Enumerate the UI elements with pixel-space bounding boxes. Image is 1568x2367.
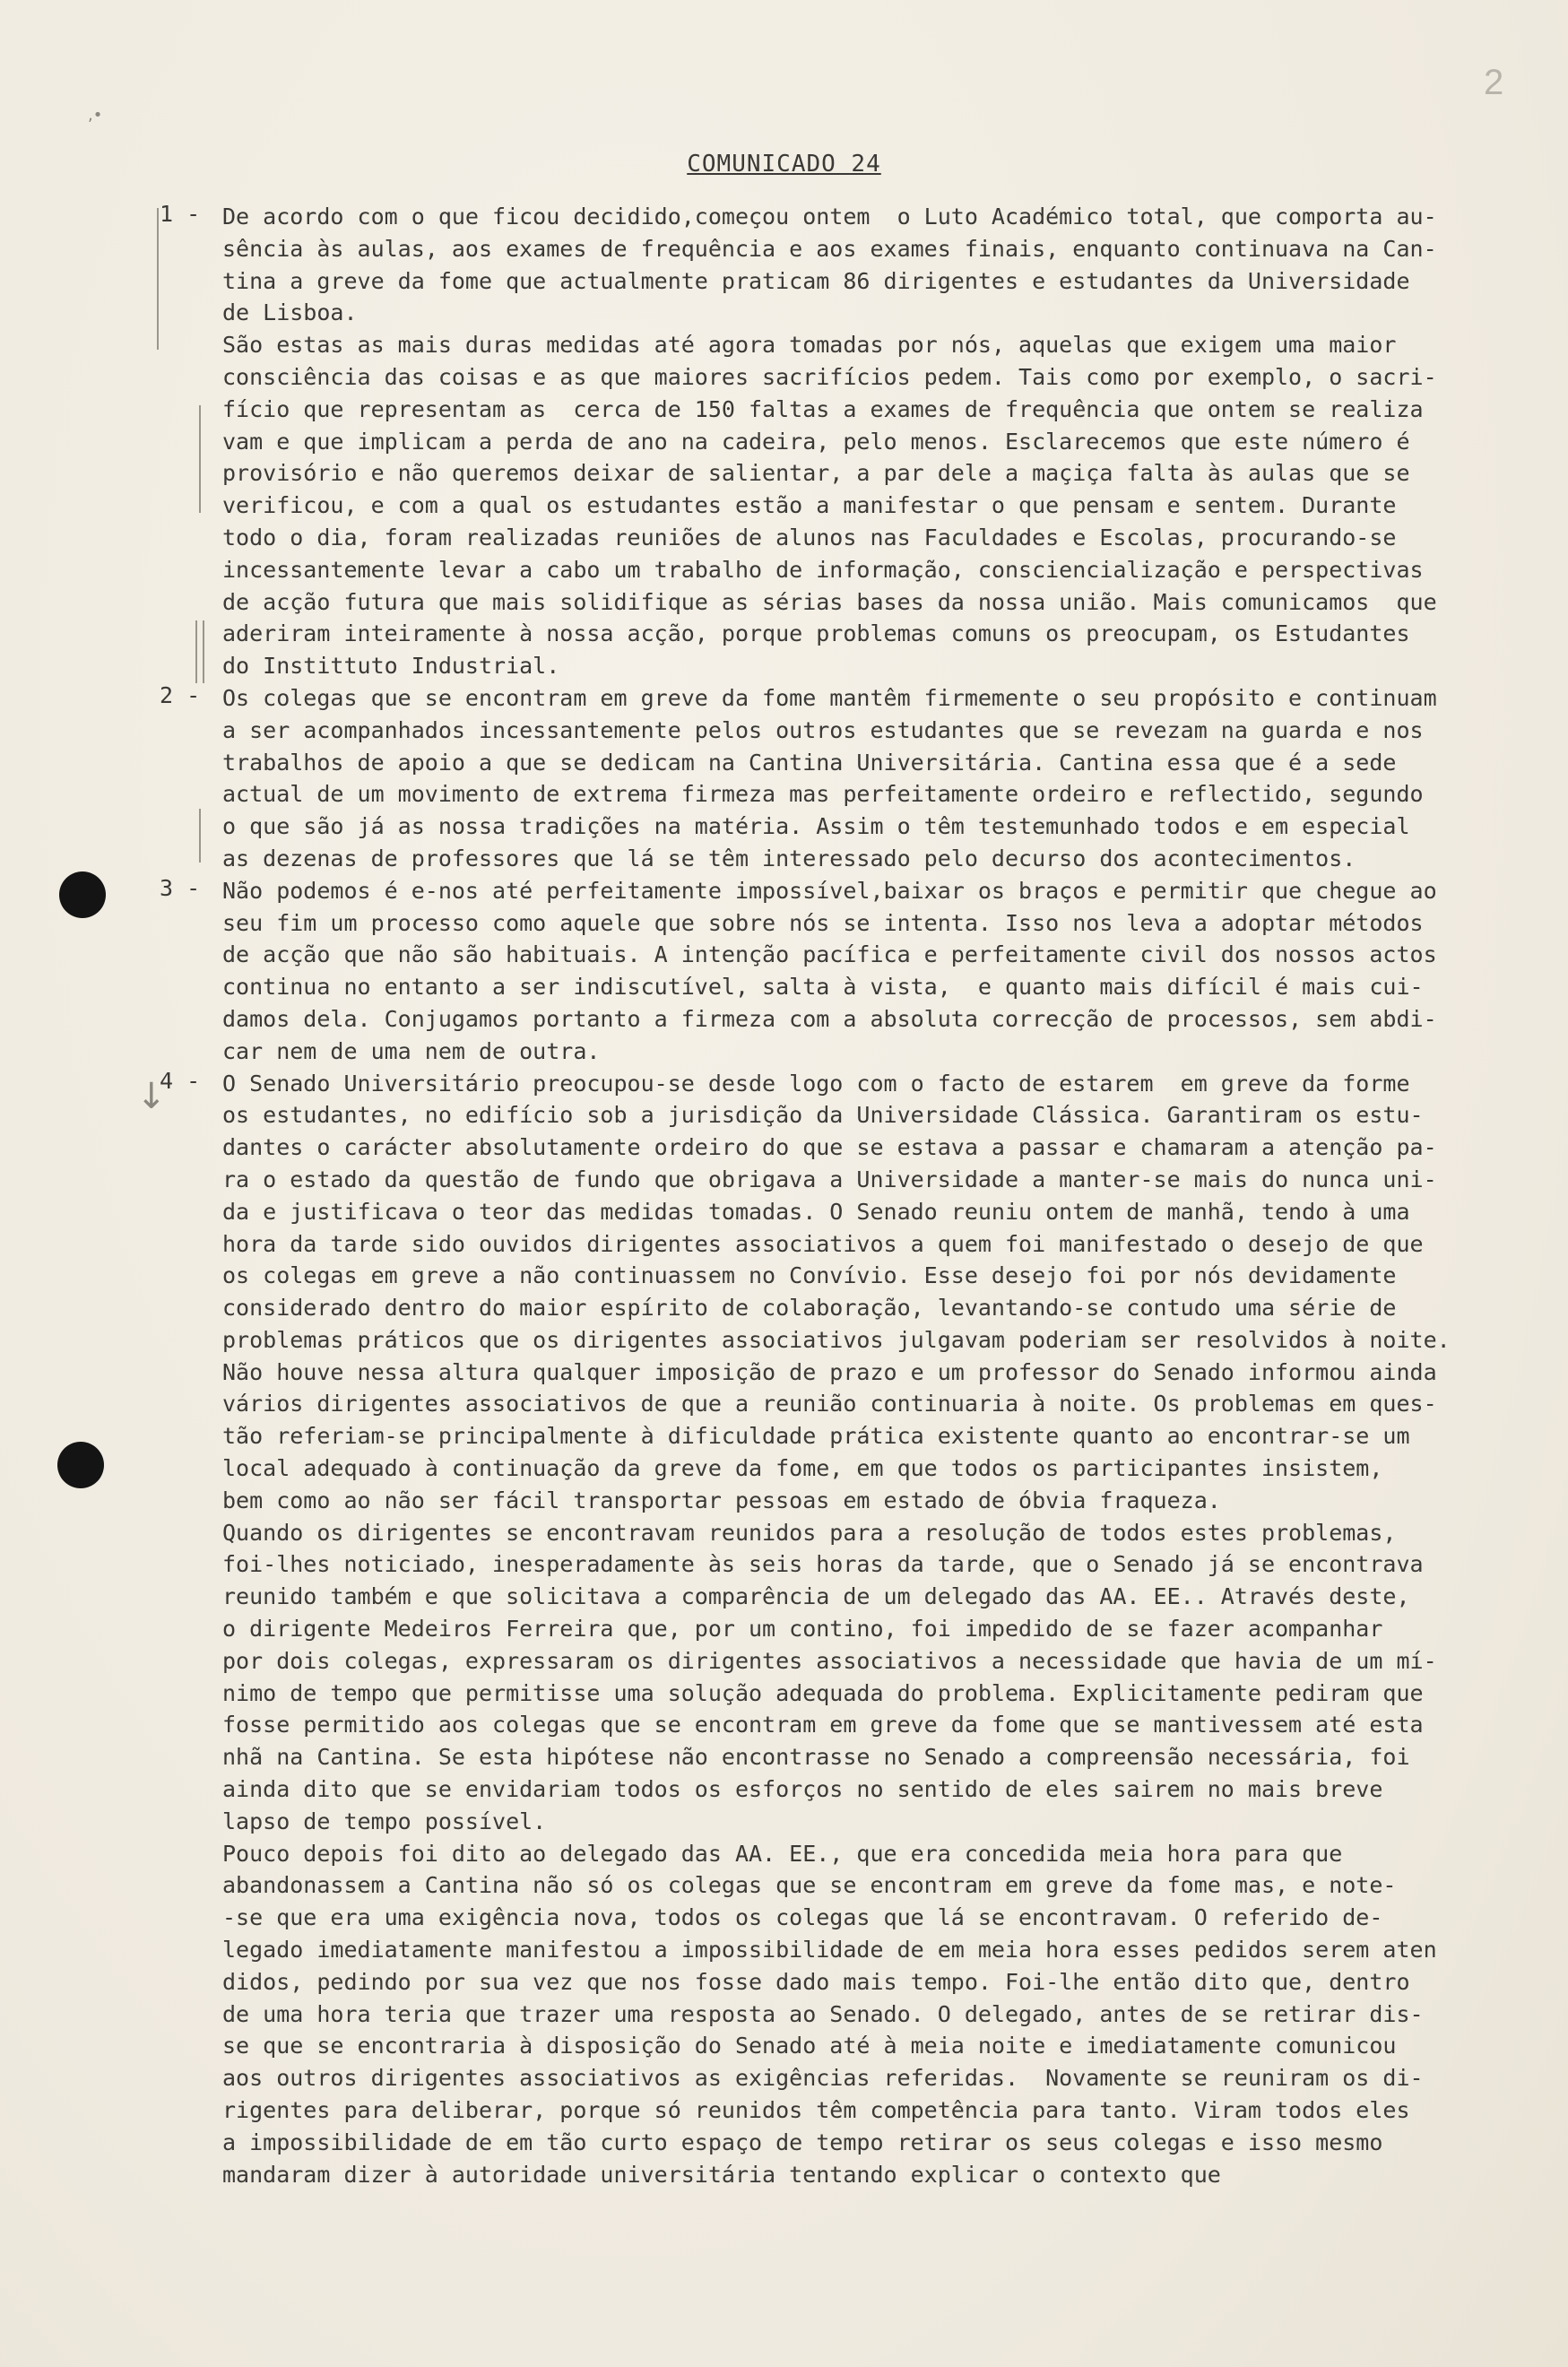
item-number: 1 - [160, 201, 201, 227]
numbered-item-3 [160, 875, 1504, 1068]
numbered-item-2 [160, 682, 1504, 875]
punch-hole [57, 1442, 104, 1488]
item-number: 3 - [160, 874, 201, 901]
punch-hole [59, 871, 106, 918]
item-number: 2 - [160, 681, 201, 708]
item-paragraph: O Senado Universitário preocupou-se desde logo com o facto de estarem em greve da forme os estudantes, no edifício sob a jurisdição da Universidade Clássica. Garantiram os estu- dantes o carácter absolutamente ordeiro do que se estava a passar e chamaram a atenção pa- ra o estado da questão de fundo que obrigava a Universidade a manter-se mais do nunca uni- da e justificava o teor das medidas tomadas. O Senado reuniu ontem de manhã, tendo à uma hora da tarde sido ouvidos dirigentes associativos a quem foi manifestado o desejo de que os colegas em greve a não continuassem no Convívio. Esse desejo foi por nós devidamente considerado dentro do maior espírito de colaboração, levantando-se contudo uma série de problemas práticos que os dirigentes associativos julgavam poderiam ser resolvidos à noite. Não houve nessa altura qualquer imposição de prazo e um professor do Senado informou ainda vários dirigentes associativos de que a reunião continuaria à noite. Os problemas em ques- tão referiam-se principalmente à dificuldade prática existente quanto ao encontrar-se um local adequado à continuação da greve da fome, em que todos os participantes insistem, bem como ao não ser fácil transportar pessoas em estado de óbvia fraqueza. Quando os dirigentes se encontravam reunidos para a resolução de todos estes problemas, foi-lhes noticiado, inesperadamente às seis horas da tarde, que o Senado já se encontrava reunido também e que solicitava a comparência de um delegado das AA. EE.. Através deste, o dirigente Medeiros Ferreira que, por um contino, foi impedido de se fazer acompanhar por dois colegas, expressaram os dirigentes associativos a necessidade que havia de um mí- nimo de tempo que permitisse uma solução adequada do problema. Explicitamente pediram que fosse permitido aos colegas que se encontram em greve da fome que se mantivessem até esta nhã na Cantina. Se esta hipótese não encontrasse no Senado a compreensão necessária, foi ainda dito que se envidariam todos os esforços no sentido de eles sairem no mais breve lapso de tempo possível. Pouco depois foi dito ao delegado das AA. EE., que era concedida meia hora para que abandonassem a Cantina não só os colegas que se encontram em greve da fome mas, e note- -se que era uma exigência nova, todos os colegas que lá se encontravam. O referido de- legado imediatamente manifestou a impossibilidade de em meia hora esses pedidos serem aten didos, pedindo por sua vez que nos fosse dado mais tempo. Foi-lhe então dito que, dentro de uma hora teria que trazer uma resposta ao Senado. O delegado, antes de se retirar dis- se que se encontraria à disposição do Senado até à meia noite e imediatamente comunicou aos outros dirigentes associativos as exigências referidas. Novamente se reuniram os di- rigentes para deliberar, porque só reunidos têm competência para tanto. Viram todos eles a impossibilidade de em tão curto espaço de tempo retirar os seus colegas e isso mesmo mandaram dizer à autoridade universitária tentando explicar o contexto que [222, 1070, 1451, 2188]
numbered-item-4 [160, 1068, 1504, 2191]
item-paragraph: Não podemos é e-nos até perfeitamente impossível,baixar os braços e permitir que chegue ao seu fim um processo como aquele que sobre nós se intenta. Isso nos leva a adoptar métodos de acção que não são habituais. A intenção pacífica e perfeitamente civil dos nossos actos continua no entanto a ser indiscutível, salta à vista, e quanto mais difícil é mais cui- damos dela. Conjugamos portanto a firmeza com a absoluta correcção de processos, sem abdi- car nem de uma nem de outra. [222, 877, 1437, 1064]
document-body [160, 201, 1504, 2190]
margin-arrow-mark: ↓ [136, 1076, 167, 1117]
document-title: COMUNICADO 24 [687, 151, 881, 178]
numbered-item-1 [160, 201, 1504, 682]
margin-pencil-mark [157, 208, 159, 350]
item-number: 4 - [160, 1067, 201, 1094]
page-number: 2 [1484, 63, 1504, 102]
item-paragraph: Os colegas que se encontram em greve da fome mantêm firmemente o seu propósito e continuam a ser acompanhados incessantemente pelos outros estudantes que se revezam na guarda e nos trabalhos de apoio a que se dedicam na Cantina Universitária. Cantina essa que é a sede actual de um movimento de extrema firmeza mas perfeitamente ordeiro e reflectido, segundo o que são já as nossa tradições na matéria. Assim o têm testemunhado todos e em especial as dezenas de professores que lá se têm interessado pelo decurso dos acontecimentos. [222, 684, 1437, 871]
ink-mark-decoration: ,• [88, 106, 103, 125]
item-paragraph: De acordo com o que ficou decidido,começou ontem o Luto Académico total, que comporta au- sência às aulas, aos exames de frequência e aos exames finais, enquanto continuava na Can- tina a greve da fome que actualmente praticam 86 dirigentes e estudantes da Universidade de Lisboa. São estas as mais duras medidas até agora tomadas por nós, aquelas que exigem uma maior consciência das coisas e as que maiores sacrifícios pedem. Tais como por exemplo, o sacri- fício que representam as cerca de 150 faltas a exames de frequência que ontem se realiza vam e que implicam a perda de ano na cadeira, pelo menos. Esclarecemos que este número é provisório e não queremos deixar de salientar, a par dele a maçiça falta às aulas que se verificou, e com a qual os estudantes estão a manifestar o que pensam e sentem. Durante todo o dia, foram realizadas reuniões de alunos nas Faculdades e Escolas, procurando-se incessantemente levar a cabo um trabalho de informação, consciencialização e perspectivas de acção futura que mais solidifique as sérias bases da nossa união. Mais comunicamos que aderiram inteiramente à nossa acção, porque problemas comuns os preocupam, os Estudantes do Instittuto Industrial. [222, 204, 1437, 680]
